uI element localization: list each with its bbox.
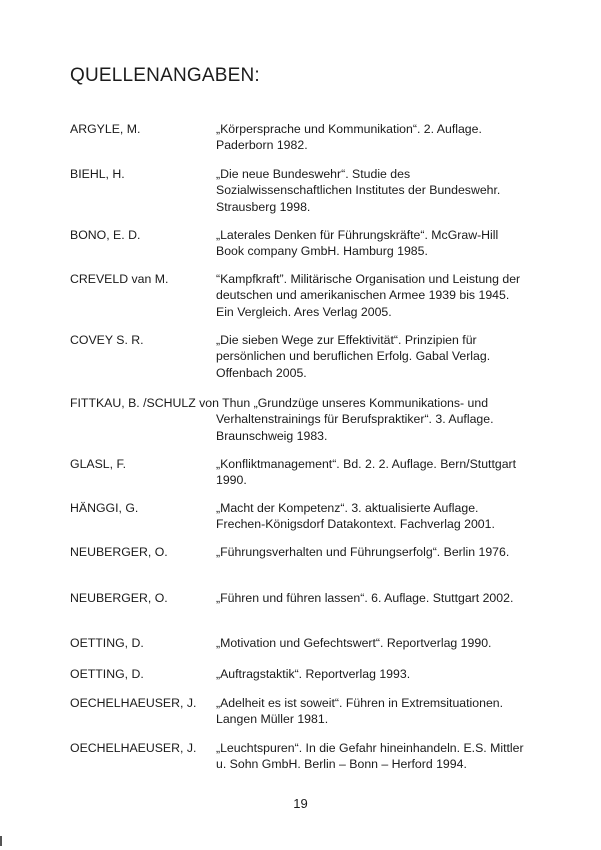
reference-author: BONO, E. D. — [70, 228, 141, 242]
reference-source: von Thun „Grundzüge unseres Kommunikations- und — [199, 396, 489, 410]
reference-author: FITTKAU, B. /SCHULZ — [70, 396, 196, 410]
scan-mark — [0, 836, 2, 846]
reference-source-continued: Verhaltenstrainings für Berufspraktiker“. 3. Auflage. Braunschweig 1983. — [216, 412, 494, 443]
reference-source: „Leuchtspuren“. In die Gefahr hineinhandeln. E.S. Mittler u. Sohn GmbH. Berlin – Bonn – Herford 1994. — [216, 741, 524, 772]
reference-author: COVEY S. R. — [70, 333, 144, 347]
reference-source: „Führen und führen lassen“. 6. Auflage. Stuttgart 2002. — [216, 591, 514, 605]
reference-author: OECHELHAEUSER, J. — [70, 696, 197, 710]
reference-source: „Auftragstaktik“. Reportverlag 1993. — [216, 667, 411, 681]
reference-source: „Körpersprache und Kommunikation“. 2. Auflage. Paderborn 1982. — [216, 122, 482, 153]
reference-source: „Konfliktmanagement“. Bd. 2. 2. Auflage. Bern/Stuttgart 1990. — [216, 457, 517, 488]
reference-source: „Adelheit es ist soweit“. Führen in Extremsituationen. Langen Müller 1981. — [216, 696, 504, 727]
reference-source: „Die sieben Wege zur Effektivität“. Prinzipien für persönlichen und beruflichen Erfolg. Gabal Verlag. Offenbach 2005. — [216, 333, 491, 380]
reference-author: OETTING, D. — [70, 667, 144, 681]
reference-source: „Führungsverhalten und Führungserfolg“. Berlin 1976. — [216, 545, 510, 559]
reference-author: BIEHL, H. — [70, 167, 125, 181]
reference-author: NEUBERGER, O. — [70, 591, 168, 605]
reference-first-line — [70, 395, 530, 411]
reference-author: OECHELHAEUSER, J. — [70, 741, 197, 755]
reference-source: „Macht der Kompetenz“. 3. aktualisierte Auflage. Frechen-Königsdorf Datakontext. Fachverlag 2001. — [216, 501, 495, 532]
reference-entry — [70, 395, 530, 444]
reference-author: CREVELD van M. — [70, 272, 169, 286]
reference-source: “Kampfkraft”. Militärische Organisation und Leistung der deutschen und amerikanischen Armee 1939 bis 1945. Ein Vergleich. Ares Verlag 2005. — [216, 272, 521, 319]
reference-author: NEUBERGER, O. — [70, 545, 168, 559]
page-heading: QUELLENANGABEN: — [70, 65, 260, 86]
reference-author: ARGYLE, M. — [70, 122, 141, 136]
reference-author: HÄNGGI, G. — [70, 501, 139, 515]
reference-source: „Laterales Denken für Führungskräfte“. McGraw-Hill Book company GmbH. Hamburg 1985. — [216, 228, 499, 259]
reference-author: GLASL, F. — [70, 457, 127, 471]
reference-source: „Motivation und Gefechtswert“. Reportverlag 1990. — [216, 636, 492, 650]
page-number: 19 — [293, 796, 308, 811]
reference-author: OETTING, D. — [70, 636, 144, 650]
reference-source: „Die neue Bundeswehr“. Studie des Sozialwissenschaftlichen Institutes der Bundeswehr. Strausberg 1998. — [216, 167, 501, 214]
